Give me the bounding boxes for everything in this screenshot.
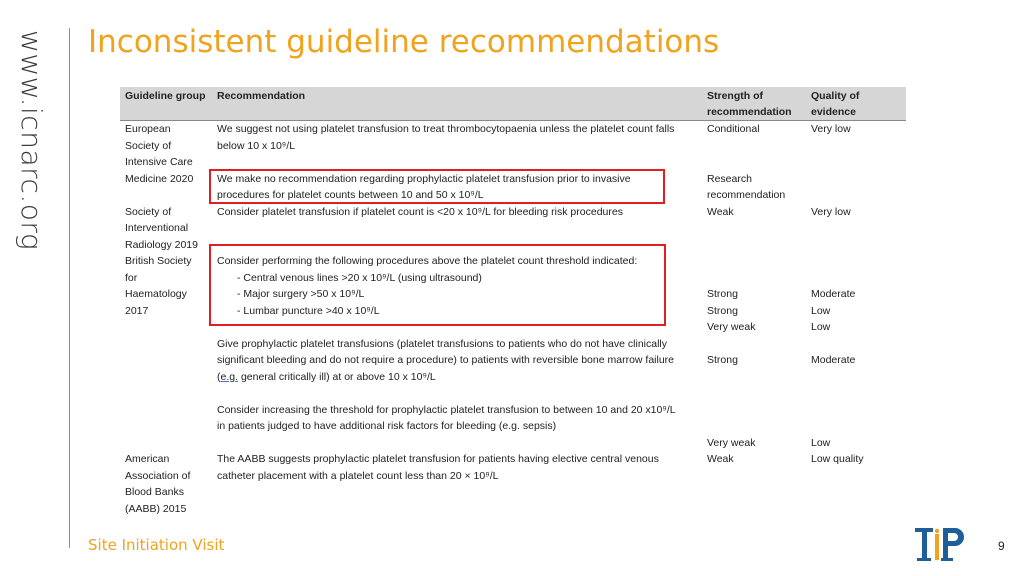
recommendation-line: procedures for platelet counts between 10 and 50 x 10⁹/L — [217, 189, 484, 201]
header-recommendation: Recommendation — [217, 90, 306, 102]
header-group: Guideline group — [125, 90, 206, 102]
page-number: 9 — [998, 539, 1005, 553]
footer-text: Site Initiation Visit — [88, 536, 225, 554]
quality-value: Low quality — [811, 453, 864, 465]
recommendation-line: catheter placement with a platelet count less than 20 × 10⁹/L — [217, 469, 499, 482]
strength-value: Conditional — [707, 123, 760, 135]
header-strength-line1: Strength of — [707, 90, 763, 102]
strength-value: Very weak — [707, 436, 756, 449]
recommendation-bullet: - Lumbar puncture >40 x 10⁹/L — [237, 304, 380, 317]
table-header — [120, 87, 906, 121]
strength-value: Weak — [707, 205, 734, 218]
quality-value: Very low — [811, 123, 851, 135]
quality-value: Low — [811, 304, 831, 317]
recommendation-line: below 10 x 10⁹/L — [217, 139, 296, 152]
quality-value: Very low — [811, 205, 851, 218]
recommendation-line: The AABB suggests prophylactic platelet transfusion for patients having elective central venous — [217, 453, 659, 465]
recommendation-line: Give prophylactic platelet transfusions (platelet transfusions to patients who do not have clinically — [217, 337, 667, 350]
group-line: Radiology 2019 — [125, 238, 198, 251]
strength-value: Weak — [707, 453, 734, 465]
header-strength-line2: recommendation — [707, 106, 792, 118]
group-line: for — [125, 271, 138, 284]
eg-rest: general critically ill) at or above 10 x 10⁹/L — [240, 370, 436, 383]
group-line: Haematology — [125, 288, 187, 300]
side-url-text: www.icnarc.org — [15, 30, 48, 251]
group-line: Society of — [125, 139, 172, 152]
side-url-banner — [12, 30, 48, 251]
slide-title: Inconsistent guideline recommendations — [88, 24, 720, 60]
strength-value: recommendation — [707, 189, 786, 201]
group-line: American — [125, 453, 170, 465]
group-line: British Society — [125, 255, 192, 267]
strength-value: Research — [707, 172, 752, 185]
group-line: European — [125, 123, 171, 135]
group-line: Association of — [125, 469, 191, 482]
group-line: Medicine 2020 — [125, 172, 194, 185]
header-quality-line1: Quality of — [811, 90, 860, 102]
strength-value: Very weak — [707, 321, 756, 333]
recommendation-line: We suggest not using platelet transfusion to treat thrombocytopaenia unless the platelet count falls — [217, 123, 675, 135]
header-quality-line2: evidence — [811, 106, 856, 118]
group-line: (AABB) 2015 — [125, 502, 187, 515]
recommendation-line: Consider performing the following procedures above the platelet count threshold indicated: — [217, 255, 638, 267]
quality-value: Low — [811, 436, 831, 449]
group-line: 2017 — [125, 304, 149, 317]
recommendation-line: significant bleeding and do not require a procedure) to patients with reversible bone marrow failure — [217, 354, 675, 366]
group-line: Interventional — [125, 222, 189, 234]
strength-value: Strong — [707, 354, 738, 366]
recommendation-line: Consider platelet transfusion if platelet count is <20 x 10⁹/L for bleeding risk procedures — [217, 205, 623, 218]
tip-logo — [913, 526, 965, 564]
eg-prefix: ( — [217, 370, 221, 383]
recommendation-line: Consider increasing the threshold for prophylactic platelet transfusion to between 10 and 20 x10⁹/L — [217, 403, 676, 416]
vertical-divider — [69, 28, 70, 548]
quality-value: Moderate — [811, 288, 856, 300]
quality-value: Moderate — [811, 354, 856, 366]
strength-value: Strong — [707, 288, 738, 300]
recommendation-line: in patients judged to have additional risk factors for bleeding (e.g. sepsis) — [217, 420, 557, 432]
quality-value: Low — [811, 321, 831, 333]
recommendation-bullet: - Major surgery >50 x 10⁹/L — [237, 288, 365, 300]
eg-link: e.g. — [220, 370, 239, 383]
recommendation-line: We make no recommendation regarding prophylactic platelet transfusion prior to invasive — [217, 172, 631, 185]
group-line: Intensive Care — [125, 156, 193, 168]
highlight-box-esicm — [209, 169, 665, 204]
recommendation-bullet: - Central venous lines >20 x 10⁹/L (using ultrasound) — [237, 271, 482, 284]
recommendation-line-eg — [217, 369, 436, 386]
highlight-box-bsh — [209, 244, 666, 326]
strength-value: Strong — [707, 304, 738, 317]
group-line: Blood Banks — [125, 486, 184, 498]
group-line: Society of — [125, 205, 172, 218]
